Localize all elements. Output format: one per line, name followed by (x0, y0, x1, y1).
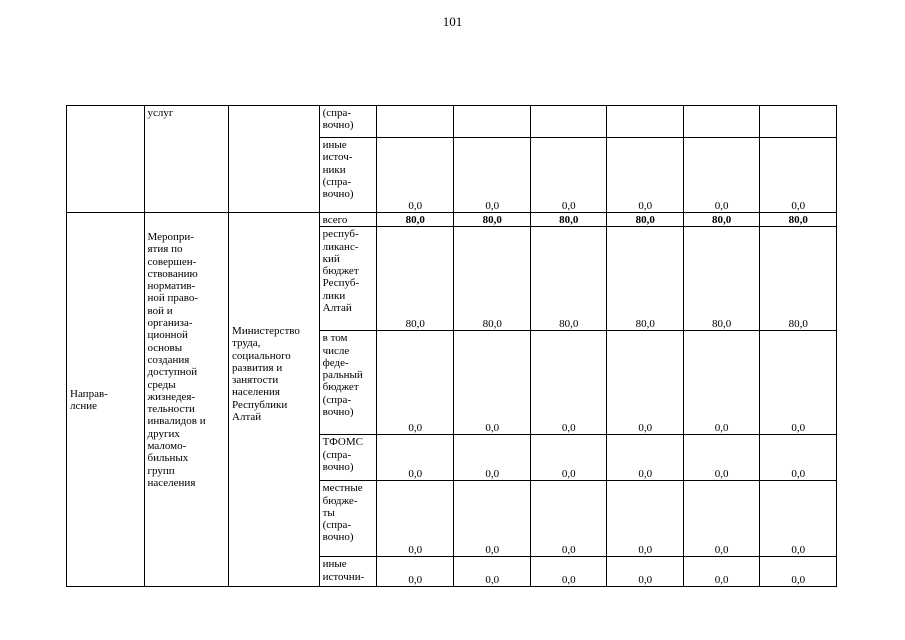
table-row (67, 213, 837, 227)
budget-table (66, 105, 837, 587)
value-cell: 0,0 (376, 557, 454, 587)
value-cell: 0,0 (760, 331, 837, 435)
funding-source-cell (319, 227, 376, 331)
section-label: Направ- лсние (70, 387, 108, 413)
value-cell: 80,0 (530, 213, 606, 227)
value-cell: 0,0 (376, 481, 454, 557)
value-cell: 80,0 (760, 227, 837, 331)
funding-source-cell (319, 331, 376, 435)
executor-cell (229, 213, 320, 587)
value-cell: 0,0 (530, 481, 606, 557)
value-cell: 0,0 (683, 331, 759, 435)
value-cell (760, 106, 837, 138)
value-cell: 80,0 (607, 227, 683, 331)
value-cell: 80,0 (760, 213, 837, 227)
value-cell: 80,0 (683, 227, 759, 331)
source-label: иные источ- ники (спра- вочно) (322, 139, 354, 201)
value-cell: 0,0 (376, 435, 454, 481)
value-cell: 80,0 (454, 227, 530, 331)
value-cell: 0,0 (530, 435, 606, 481)
value-cell (607, 106, 683, 138)
source-label: ТФОМС (спра- вочно) (322, 436, 363, 473)
table-row (67, 106, 837, 138)
value-cell: 0,0 (607, 557, 683, 587)
value-cell: 0,0 (760, 435, 837, 481)
value-cell: 0,0 (607, 481, 683, 557)
value-cell: 80,0 (607, 213, 683, 227)
value-cell: 0,0 (607, 435, 683, 481)
value-cell: 0,0 (683, 138, 759, 213)
executor-name: Министерство труда, социального развития и занятости населения Республики Алтай (232, 325, 300, 424)
source-label: местные бюдже- ты (спра- вочно) (322, 482, 363, 544)
value-cell (376, 106, 454, 138)
value-cell: 80,0 (454, 213, 530, 227)
value-cell (683, 106, 759, 138)
value-cell: 0,0 (760, 557, 837, 587)
value-cell: 80,0 (683, 213, 759, 227)
value-cell: 80,0 (530, 227, 606, 331)
value-cell: 0,0 (454, 481, 530, 557)
source-label: всего (322, 214, 348, 226)
event-name-cell: услуг (144, 106, 229, 213)
event-name: Меропри- ятия по совершен- ствованию норматив- ной право- вой и организа- ционной основы создания доступной среды жизнедея- тельности инвалидов и других маломо- бильных групп населения (147, 231, 206, 489)
value-cell (454, 106, 530, 138)
source-label: (спра- вочно) (322, 107, 354, 132)
value-cell: 0,0 (530, 331, 606, 435)
value-cell: 80,0 (376, 227, 454, 331)
value-cell: 0,0 (683, 557, 759, 587)
value-cell: 0,0 (530, 557, 606, 587)
value-cell: 0,0 (530, 138, 606, 213)
value-cell: 0,0 (454, 138, 530, 213)
page-number: 101 (442, 14, 463, 29)
value-cell: 0,0 (454, 331, 530, 435)
value-cell: 0,0 (683, 481, 759, 557)
funding-source-cell (319, 435, 376, 481)
value-cell: 0,0 (607, 138, 683, 213)
value-cell: 0,0 (454, 435, 530, 481)
funding-source-cell (319, 138, 376, 213)
value-cell: 0,0 (454, 557, 530, 587)
source-label: в том числе феде- ральный бюджет (спра- вочно) (322, 332, 363, 419)
source-label: респуб- ликанс- кий бюджет Респуб- лики Алтай (322, 228, 360, 315)
value-cell: 0,0 (760, 138, 837, 213)
value-cell: 0,0 (607, 331, 683, 435)
source-label: иные источни- (322, 558, 365, 583)
event-name-cell (144, 213, 229, 587)
executor-cell-empty (229, 106, 320, 213)
funding-source-cell (319, 557, 376, 587)
section-cell-empty (67, 106, 145, 213)
funding-source-cell (319, 106, 376, 138)
funding-source-cell (319, 481, 376, 557)
section-cell (67, 213, 145, 587)
value-cell: 0,0 (376, 331, 454, 435)
funding-source-cell (319, 213, 376, 227)
value-cell: 80,0 (376, 213, 454, 227)
value-cell: 0,0 (376, 138, 454, 213)
value-cell: 0,0 (760, 481, 837, 557)
value-cell (530, 106, 606, 138)
value-cell: 0,0 (683, 435, 759, 481)
